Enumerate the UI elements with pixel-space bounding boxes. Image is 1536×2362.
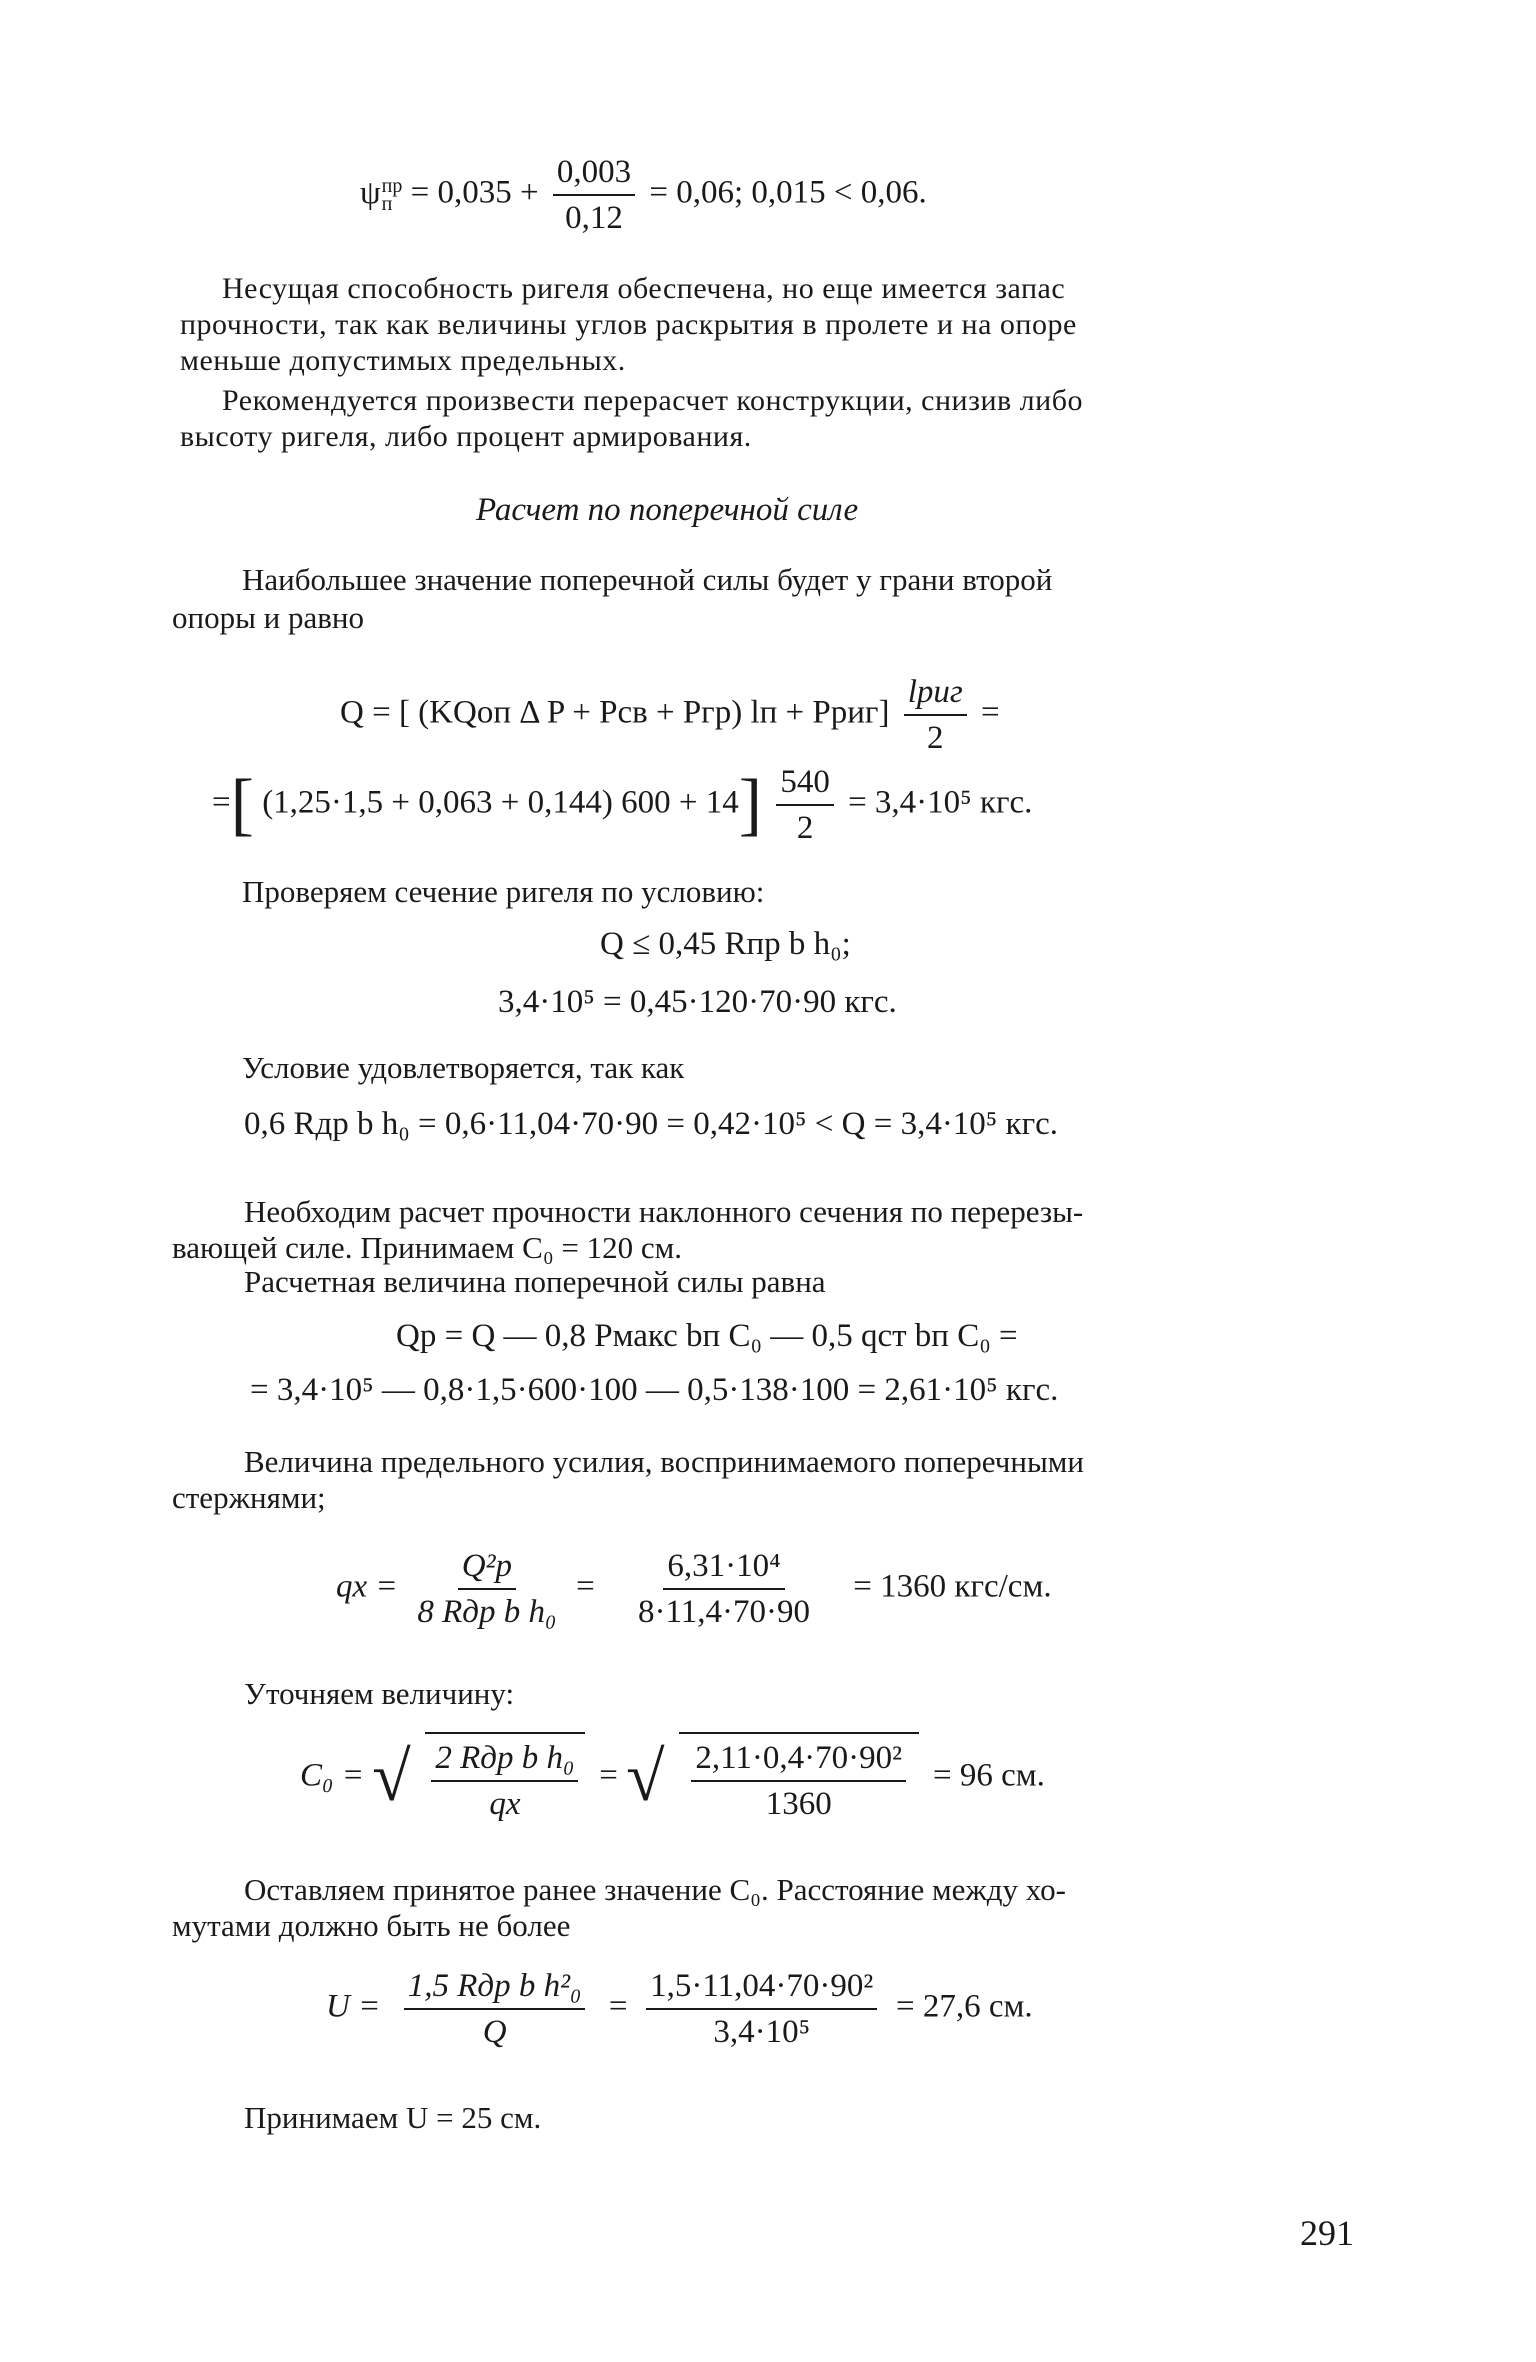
c0-denominator2: 1360 — [765, 1786, 832, 1822]
qx-rhs: = 1360 кгс/см. — [853, 1568, 1052, 1605]
qp-intro: Расчетная величина поперечной силы равна — [244, 1264, 826, 1299]
u-denominator1: Q — [482, 2014, 507, 2050]
c0-fraction1 — [425, 1732, 585, 1824]
para2-line1: Рекомендуется произвести перерасчет конструкции, снизив либо — [222, 384, 1083, 417]
q-numeric-tail: = 3,4·10⁵ кгс. — [848, 784, 1033, 821]
q-formula-fraction — [904, 672, 967, 758]
section-heading: Расчет по поперечной силе — [476, 492, 859, 528]
u-formula: U = $\frac{\text{1,5 Rдр b h²₀}}{Q}$ = $\frac{\text{1,5·11,04·70·90²}}{\text{3,4·10⁵}}$ = 27,6 см. — [326, 1968, 1033, 2050]
c0-numerator2: 2,11·0,4·70·90² — [691, 1738, 906, 1782]
u-fraction2 — [642, 1966, 882, 2052]
psi-rhs: = 0,06; 0,015 < 0,06. — [649, 174, 927, 211]
refine-intro: Уточняем величину: — [244, 1676, 515, 1711]
sqrt-icon: √ — [372, 1739, 411, 1816]
para1-line3: меньше допустимых предельных. — [180, 344, 626, 377]
c0-denominator1: qx — [489, 1786, 521, 1822]
para4-line1: Необходим расчет прочности наклонного сечения по перерезы- — [244, 1194, 1084, 1229]
q-formula-lhs: Q = [ (KQоп Δ P + Pсв + Pгр) lп + Pриг] — [340, 694, 890, 731]
c0-rhs: = 96 см. — [932, 1757, 1045, 1794]
psi-numerator: 0,003 — [553, 152, 635, 196]
q-numeric-fraction — [776, 762, 834, 848]
check-intro: Проверяем сечение ригеля по условию: — [242, 874, 765, 909]
qx-numerator2: 6,31·10⁴ — [663, 1546, 784, 1590]
check-condition: Q ≤ 0,45 Rпр b h₀; — [600, 926, 851, 962]
u-rhs: = 27,6 см. — [895, 1988, 1033, 2025]
psi-denominator: 0,12 — [565, 200, 623, 236]
q-numeric-body: (1,25·1,5 + 0,063 + 0,144) 600 + 14 — [262, 784, 739, 821]
q-numeric: =[ (1,25·1,5 + 0,063 + 0,144) 600 + 14] $\frac{540}{2}$ = 3,4·10⁵ кгс. — [212, 764, 1033, 846]
c0-fraction2 — [679, 1732, 919, 1824]
qx-numerator1: Q²р — [458, 1546, 516, 1590]
q-formula-tail: = — [980, 694, 1000, 731]
psi-eq1: = 0,035 + — [410, 174, 539, 211]
qx-denominator2: 8·11,4·70·90 — [638, 1594, 811, 1630]
para1-line1: Несущая способность ригеля обеспечена, но еще имеется запас — [222, 272, 1066, 305]
q-numeric-denominator: 2 — [796, 810, 814, 846]
sqrt-icon: √ — [626, 1739, 665, 1816]
u-denominator2: 3,4·10⁵ — [713, 2014, 811, 2050]
qx-denominator1: 8 Rдр b h₀ — [417, 1594, 557, 1630]
q-formula-numerator: lриг — [904, 672, 967, 716]
c0-numerator1: 2 Rдр b h₀ — [431, 1738, 578, 1782]
check-numeric: 3,4·10⁵ = 0,45·120·70·90 кгс. — [498, 984, 897, 1020]
page-number: 291 — [1300, 2213, 1354, 2253]
para4-line2: вающей силе. Принимаем C₀ = 120 см. — [172, 1230, 682, 1265]
qx-fraction1 — [412, 1546, 562, 1632]
para6-line2: мутами должно быть не более — [172, 1908, 571, 1943]
psi-symbol: ψ пр п — [360, 174, 403, 215]
c0-lhs: C₀ = — [300, 1757, 365, 1794]
psi-formula — [360, 152, 927, 238]
q-numeric-numerator: 540 — [776, 762, 834, 806]
para3-line1: Наибольшее значение поперечной силы будет у грани второй — [242, 562, 1053, 597]
qx-fraction2 — [609, 1546, 839, 1632]
u-fraction1 — [395, 1966, 595, 2052]
qx-formula: qx = $\frac{\text{Q²р}}{\text{8 Rдр b h₀}}$ = $\frac{\text{6,31·10⁴}}{8\cdot 11,4\cdot 70\cdot 90}$ = 1360 кгс/см. — [336, 1548, 1052, 1630]
u-numerator1: 1,5 Rдр b h²₀ — [404, 1966, 586, 2010]
condition-intro: Условие удовлетворяется, так как — [242, 1050, 685, 1085]
q-formula-denominator: 2 — [926, 720, 944, 756]
qp-formula: Qр = Q — 0,8 Pмакс bп C₀ — 0,5 qст bп C₀ = — [396, 1318, 1018, 1354]
para2-line2: высоту ригеля, либо процент армирования. — [180, 420, 752, 453]
para5-line1: Величина предельного усилия, воспринимаемого поперечными — [244, 1444, 1084, 1479]
qp-numeric: = 3,4·10⁵ — 0,8·1,5·600·100 — 0,5·138·100 = 2,61·10⁵ кгс. — [250, 1372, 1059, 1408]
para1-line2: прочности, так как величины углов раскрытия в пролете и на опоре — [180, 308, 1077, 341]
c0-formula: C₀ = √ $\frac{\text{2 Rдр b h₀}}{qx}$ = √ $\frac{\text{2,11·0,4·70·90²}}{1360}$ = 96 см. — [300, 1732, 1045, 1824]
qx-lhs: qx = — [336, 1568, 398, 1605]
para5-line2: стержнями; — [172, 1480, 326, 1515]
u-lhs: U = — [326, 1988, 381, 2025]
para6-line1: Оставляем принятое ранее значение C₀. Расстояние между хо- — [244, 1872, 1066, 1907]
u-numerator2: 1,5·11,04·70·90² — [646, 1966, 877, 2010]
final-line: Принимаем U = 25 см. — [244, 2100, 542, 2135]
q-formula — [340, 672, 1000, 758]
psi-fraction — [553, 152, 635, 238]
para3-line2: опоры и равно — [172, 600, 364, 635]
condition-line: 0,6 Rдр b h₀ = 0,6·11,04·70·90 = 0,42·10⁵ < Q = 3,4·10⁵ кгс. — [244, 1106, 1059, 1142]
